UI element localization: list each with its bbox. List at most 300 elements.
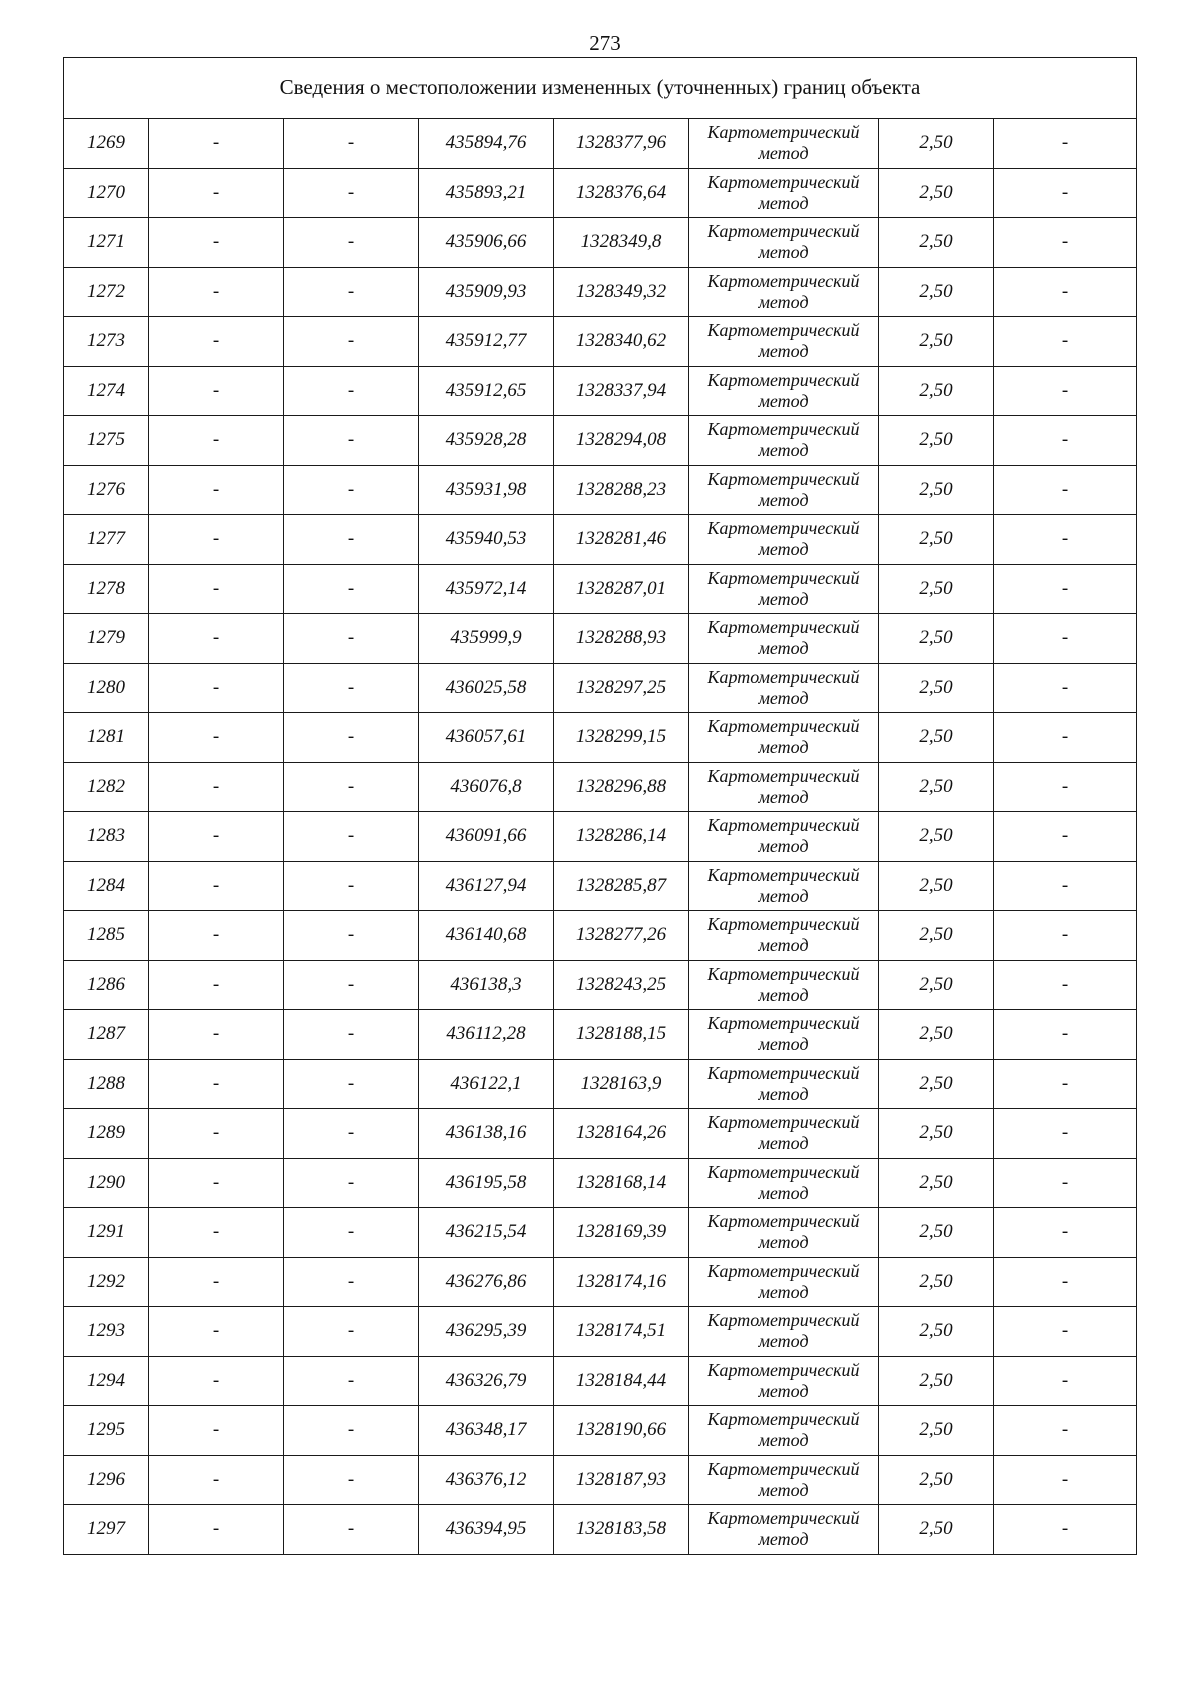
method-line2: метод [758,638,809,658]
empty-cell: - [994,168,1137,218]
method-cell [689,1208,879,1258]
coordinate-x-cell: 436140,68 [419,911,554,961]
empty-cell: - [284,1455,419,1505]
method-cell [689,1059,879,1109]
accuracy-cell: 2,50 [879,317,994,367]
empty-cell: - [284,663,419,713]
method-line1: Картометрический [707,221,860,241]
method-cell [689,762,879,812]
method-line2: метод [758,687,809,708]
empty-cell: - [994,119,1137,169]
empty-cell: - [994,861,1137,911]
method-line2: метод [758,588,809,609]
empty-cell: - [284,416,419,466]
empty-cell: - [149,1158,284,1208]
empty-cell: - [284,911,419,961]
point-number-cell: 1293 [64,1307,149,1357]
coordinate-x-cell: 435912,65 [419,366,554,416]
coordinate-x-cell: 435906,66 [419,218,554,268]
table-row [64,317,1137,367]
empty-cell: - [994,1455,1137,1505]
table-row [64,960,1137,1010]
accuracy-cell: 2,50 [879,564,994,614]
method-line2: метод [758,1083,809,1104]
empty-cell: - [149,416,284,466]
point-number-cell: 1272 [64,267,149,317]
point-number-cell: 1287 [64,1010,149,1060]
method-cell [689,465,879,515]
method-line1: Картометрический [707,122,860,142]
accuracy-cell: 2,50 [879,1010,994,1060]
empty-cell: - [284,1158,419,1208]
method-line2: метод [758,539,809,559]
empty-cell: - [994,416,1137,466]
method-cell [689,317,879,367]
coordinate-x-cell: 436112,28 [419,1010,554,1060]
table-row [64,465,1137,515]
method-cell [689,218,879,268]
method-line2: метод [758,1182,809,1203]
empty-cell: - [994,1158,1137,1208]
empty-cell: - [994,218,1137,268]
coordinate-x-cell: 436348,17 [419,1406,554,1456]
method-line1: Картометрический [707,1310,860,1330]
method-line2: метод [758,885,809,906]
empty-cell: - [994,366,1137,416]
empty-cell: - [149,564,284,614]
method-line1: Картометрический [707,518,860,538]
method-line1: Картометрический [707,1508,860,1528]
coordinate-x-cell: 435928,28 [419,416,554,466]
coordinate-y-cell: 1328277,26 [554,911,689,961]
empty-cell: - [994,1208,1137,1258]
empty-cell: - [994,812,1137,862]
coordinate-x-cell: 435999,9 [419,614,554,664]
empty-cell: - [149,267,284,317]
point-number-cell: 1269 [64,119,149,169]
empty-cell: - [994,317,1137,367]
accuracy-cell: 2,50 [879,614,994,664]
coordinate-x-cell: 435912,77 [419,317,554,367]
coordinate-y-cell: 1328286,14 [554,812,689,862]
point-number-cell: 1286 [64,960,149,1010]
accuracy-cell: 2,50 [879,762,994,812]
empty-cell: - [284,960,419,1010]
point-number-cell: 1279 [64,614,149,664]
coordinate-y-cell: 1328296,88 [554,762,689,812]
point-number-cell: 1288 [64,1059,149,1109]
method-cell [689,267,879,317]
empty-cell: - [284,812,419,862]
empty-cell: - [149,218,284,268]
empty-cell: - [149,1208,284,1258]
table-row [64,119,1137,169]
table-row [64,762,1137,812]
coordinate-y-cell: 1328288,93 [554,614,689,664]
empty-cell: - [284,1208,419,1258]
coordinates-table [63,57,1137,1555]
coordinate-y-cell: 1328188,15 [554,1010,689,1060]
empty-cell: - [149,1257,284,1307]
point-number-cell: 1285 [64,911,149,961]
method-line1: Картометрический [707,567,860,588]
empty-cell: - [284,1010,419,1060]
empty-cell: - [994,1010,1137,1060]
coordinate-x-cell: 435940,53 [419,515,554,565]
coordinate-y-cell: 1328174,16 [554,1257,689,1307]
method-line2: метод [758,836,809,856]
method-line1: Картометрический [707,963,860,984]
coordinate-y-cell: 1328168,14 [554,1158,689,1208]
coordinate-y-cell: 1328184,44 [554,1356,689,1406]
table-row [64,1010,1137,1060]
coordinate-y-cell: 1328288,23 [554,465,689,515]
point-number-cell: 1278 [64,564,149,614]
point-number-cell: 1280 [64,663,149,713]
empty-cell: - [994,1406,1137,1456]
empty-cell: - [284,713,419,763]
empty-cell: - [149,1455,284,1505]
coordinate-x-cell: 436295,39 [419,1307,554,1357]
method-line2: метод [758,737,809,757]
method-line1: Картометрический [707,716,860,736]
method-line2: метод [758,390,809,411]
coordinate-y-cell: 1328183,58 [554,1505,689,1555]
empty-cell: - [284,317,419,367]
method-cell [689,1257,879,1307]
empty-cell: - [149,1010,284,1060]
empty-cell: - [149,1307,284,1357]
accuracy-cell: 2,50 [879,1158,994,1208]
method-line2: метод [758,935,809,955]
table-row [64,713,1137,763]
point-number-cell: 1275 [64,416,149,466]
empty-cell: - [284,762,419,812]
coordinate-y-cell: 1328340,62 [554,317,689,367]
point-number-cell: 1284 [64,861,149,911]
empty-cell: - [149,1356,284,1406]
method-cell [689,1455,879,1505]
method-line2: метод [758,1331,809,1351]
coordinate-x-cell: 435893,21 [419,168,554,218]
table-title-row [64,58,1137,119]
method-cell [689,1307,879,1357]
empty-cell: - [149,812,284,862]
method-cell [689,416,879,466]
coordinate-x-cell: 436138,16 [419,1109,554,1159]
page-number: 273 [589,31,621,55]
method-line2: метод [758,489,809,510]
method-line1: Картометрический [707,369,860,390]
method-cell [689,1158,879,1208]
method-cell [689,366,879,416]
point-number-cell: 1271 [64,218,149,268]
accuracy-cell: 2,50 [879,1505,994,1555]
method-line2: метод [758,1529,809,1549]
empty-cell: - [284,861,419,911]
table-row [64,1505,1137,1555]
method-line2: метод [758,984,809,1005]
empty-cell: - [284,168,419,218]
method-line1: Картометрический [707,1062,860,1083]
accuracy-cell: 2,50 [879,663,994,713]
accuracy-cell: 2,50 [879,1208,994,1258]
empty-cell: - [284,564,419,614]
coordinate-y-cell: 1328187,93 [554,1455,689,1505]
table-row [64,1257,1137,1307]
accuracy-cell: 2,50 [879,713,994,763]
empty-cell: - [994,1059,1137,1109]
point-number-cell: 1290 [64,1158,149,1208]
empty-cell: - [994,515,1137,565]
accuracy-cell: 2,50 [879,218,994,268]
accuracy-cell: 2,50 [879,1356,994,1406]
coordinate-x-cell: 436394,95 [419,1505,554,1555]
method-cell [689,614,879,664]
method-cell [689,564,879,614]
empty-cell: - [994,1307,1137,1357]
table-row [64,614,1137,664]
coordinate-x-cell: 436215,54 [419,1208,554,1258]
table-row [64,366,1137,416]
empty-cell: - [994,1356,1137,1406]
coordinate-y-cell: 1328281,46 [554,515,689,565]
empty-cell: - [284,1505,419,1555]
method-line2: метод [758,192,809,213]
coordinate-y-cell: 1328294,08 [554,416,689,466]
table-row [64,812,1137,862]
empty-cell: - [284,1059,419,1109]
point-number-cell: 1292 [64,1257,149,1307]
method-cell [689,1406,879,1456]
method-line1: Картометрический [707,1013,860,1033]
method-line2: метод [758,440,809,460]
empty-cell: - [994,1505,1137,1555]
method-line1: Картометрический [707,270,860,291]
method-line2: метод [758,1232,809,1252]
coordinate-y-cell: 1328299,15 [554,713,689,763]
coordinate-x-cell: 435972,14 [419,564,554,614]
method-line2: метод [758,143,809,163]
point-number-cell: 1276 [64,465,149,515]
table-row [64,1158,1137,1208]
empty-cell: - [284,1356,419,1406]
point-number-cell: 1289 [64,1109,149,1159]
method-line1: Картометрический [707,1458,860,1479]
table-row [64,1455,1137,1505]
accuracy-cell: 2,50 [879,465,994,515]
coordinate-y-cell: 1328164,26 [554,1109,689,1159]
empty-cell: - [284,366,419,416]
coordinate-y-cell: 1328377,96 [554,119,689,169]
coordinate-x-cell: 435931,98 [419,465,554,515]
accuracy-cell: 2,50 [879,416,994,466]
accuracy-cell: 2,50 [879,366,994,416]
table-row [64,515,1137,565]
coordinate-y-cell: 1328285,87 [554,861,689,911]
table-row [64,911,1137,961]
empty-cell: - [994,911,1137,961]
method-line1: Картометрический [707,1161,860,1182]
table-row [64,1356,1137,1406]
empty-cell: - [149,663,284,713]
coordinate-x-cell: 436122,1 [419,1059,554,1109]
empty-cell: - [994,1109,1137,1159]
empty-cell: - [284,1109,419,1159]
empty-cell: - [149,762,284,812]
empty-cell: - [149,515,284,565]
empty-cell: - [149,366,284,416]
table-row [64,416,1137,466]
point-number-cell: 1282 [64,762,149,812]
empty-cell: - [284,119,419,169]
coordinate-y-cell: 1328287,01 [554,564,689,614]
method-cell [689,663,879,713]
empty-cell: - [994,663,1137,713]
empty-cell: - [149,1059,284,1109]
empty-cell: - [149,911,284,961]
method-line1: Картометрический [707,171,860,192]
method-line1: Картометрический [707,1112,860,1132]
method-line1: Картометрический [707,765,860,786]
empty-cell: - [149,614,284,664]
empty-cell: - [994,713,1137,763]
empty-cell: - [149,1406,284,1456]
method-cell [689,515,879,565]
method-line1: Картометрический [707,815,860,835]
method-line2: метод [758,1133,809,1153]
coordinate-x-cell: 436076,8 [419,762,554,812]
accuracy-cell: 2,50 [879,168,994,218]
accuracy-cell: 2,50 [879,267,994,317]
coordinate-y-cell: 1328243,25 [554,960,689,1010]
table-row [64,663,1137,713]
coordinate-x-cell: 436091,66 [419,812,554,862]
empty-cell: - [994,1257,1137,1307]
point-number-cell: 1297 [64,1505,149,1555]
coordinate-y-cell: 1328349,32 [554,267,689,317]
method-cell [689,1010,879,1060]
accuracy-cell: 2,50 [879,1109,994,1159]
coordinate-x-cell: 436195,58 [419,1158,554,1208]
method-cell [689,1109,879,1159]
empty-cell: - [149,168,284,218]
method-line1: Картометрический [707,1409,860,1429]
accuracy-cell: 2,50 [879,1257,994,1307]
empty-cell: - [994,614,1137,664]
accuracy-cell: 2,50 [879,515,994,565]
empty-cell: - [149,861,284,911]
method-line1: Картометрический [707,419,860,439]
empty-cell: - [284,1307,419,1357]
method-cell [689,911,879,961]
method-cell [689,1505,879,1555]
accuracy-cell: 2,50 [879,119,994,169]
point-number-cell: 1283 [64,812,149,862]
coordinate-x-cell: 435909,93 [419,267,554,317]
table-body [64,119,1137,1555]
method-cell [689,713,879,763]
empty-cell: - [149,713,284,763]
table-row [64,1208,1137,1258]
coordinate-x-cell: 436326,79 [419,1356,554,1406]
coordinate-x-cell: 435894,76 [419,119,554,169]
table-row [64,1307,1137,1357]
empty-cell: - [284,465,419,515]
empty-cell: - [284,267,419,317]
coordinate-y-cell: 1328297,25 [554,663,689,713]
method-cell [689,168,879,218]
accuracy-cell: 2,50 [879,1455,994,1505]
empty-cell: - [284,614,419,664]
coordinate-y-cell: 1328174,51 [554,1307,689,1357]
empty-cell: - [149,119,284,169]
point-number-cell: 1291 [64,1208,149,1258]
table-row [64,168,1137,218]
method-cell [689,119,879,169]
coordinate-y-cell: 1328169,39 [554,1208,689,1258]
method-line1: Картометрический [707,914,860,934]
table-row [64,1109,1137,1159]
method-line1: Картометрический [707,468,860,489]
method-line2: метод [758,1034,809,1054]
coordinate-x-cell: 436057,61 [419,713,554,763]
coordinate-y-cell: 1328376,64 [554,168,689,218]
method-line2: метод [758,242,809,262]
empty-cell: - [994,267,1137,317]
empty-cell: - [994,564,1137,614]
method-line2: метод [758,1380,809,1401]
empty-cell: - [149,1109,284,1159]
coordinate-y-cell: 1328190,66 [554,1406,689,1456]
accuracy-cell: 2,50 [879,812,994,862]
method-line2: метод [758,1281,809,1302]
point-number-cell: 1295 [64,1406,149,1456]
empty-cell: - [149,465,284,515]
method-line2: метод [758,291,809,312]
point-number-cell: 1270 [64,168,149,218]
coordinate-x-cell: 436276,86 [419,1257,554,1307]
empty-cell: - [994,960,1137,1010]
coordinate-y-cell: 1328337,94 [554,366,689,416]
point-number-cell: 1281 [64,713,149,763]
table-row [64,218,1137,268]
method-line1: Картометрический [707,1211,860,1231]
table-row [64,1059,1137,1109]
empty-cell: - [149,960,284,1010]
table-row [64,861,1137,911]
accuracy-cell: 2,50 [879,911,994,961]
method-line2: метод [758,786,809,807]
empty-cell: - [284,1257,419,1307]
table-title: Сведения о местоположении измененных (уточненных) границ объекта [64,58,1137,119]
accuracy-cell: 2,50 [879,1307,994,1357]
coordinate-y-cell: 1328163,9 [554,1059,689,1109]
empty-cell: - [149,1505,284,1555]
empty-cell: - [994,762,1137,812]
method-cell [689,960,879,1010]
method-line1: Картометрический [707,1260,860,1281]
empty-cell: - [284,218,419,268]
accuracy-cell: 2,50 [879,861,994,911]
method-cell [689,812,879,862]
method-line1: Картометрический [707,864,860,885]
point-number-cell: 1294 [64,1356,149,1406]
method-line1: Картометрический [707,666,860,687]
accuracy-cell: 2,50 [879,1059,994,1109]
method-cell [689,1356,879,1406]
coordinate-x-cell: 436376,12 [419,1455,554,1505]
